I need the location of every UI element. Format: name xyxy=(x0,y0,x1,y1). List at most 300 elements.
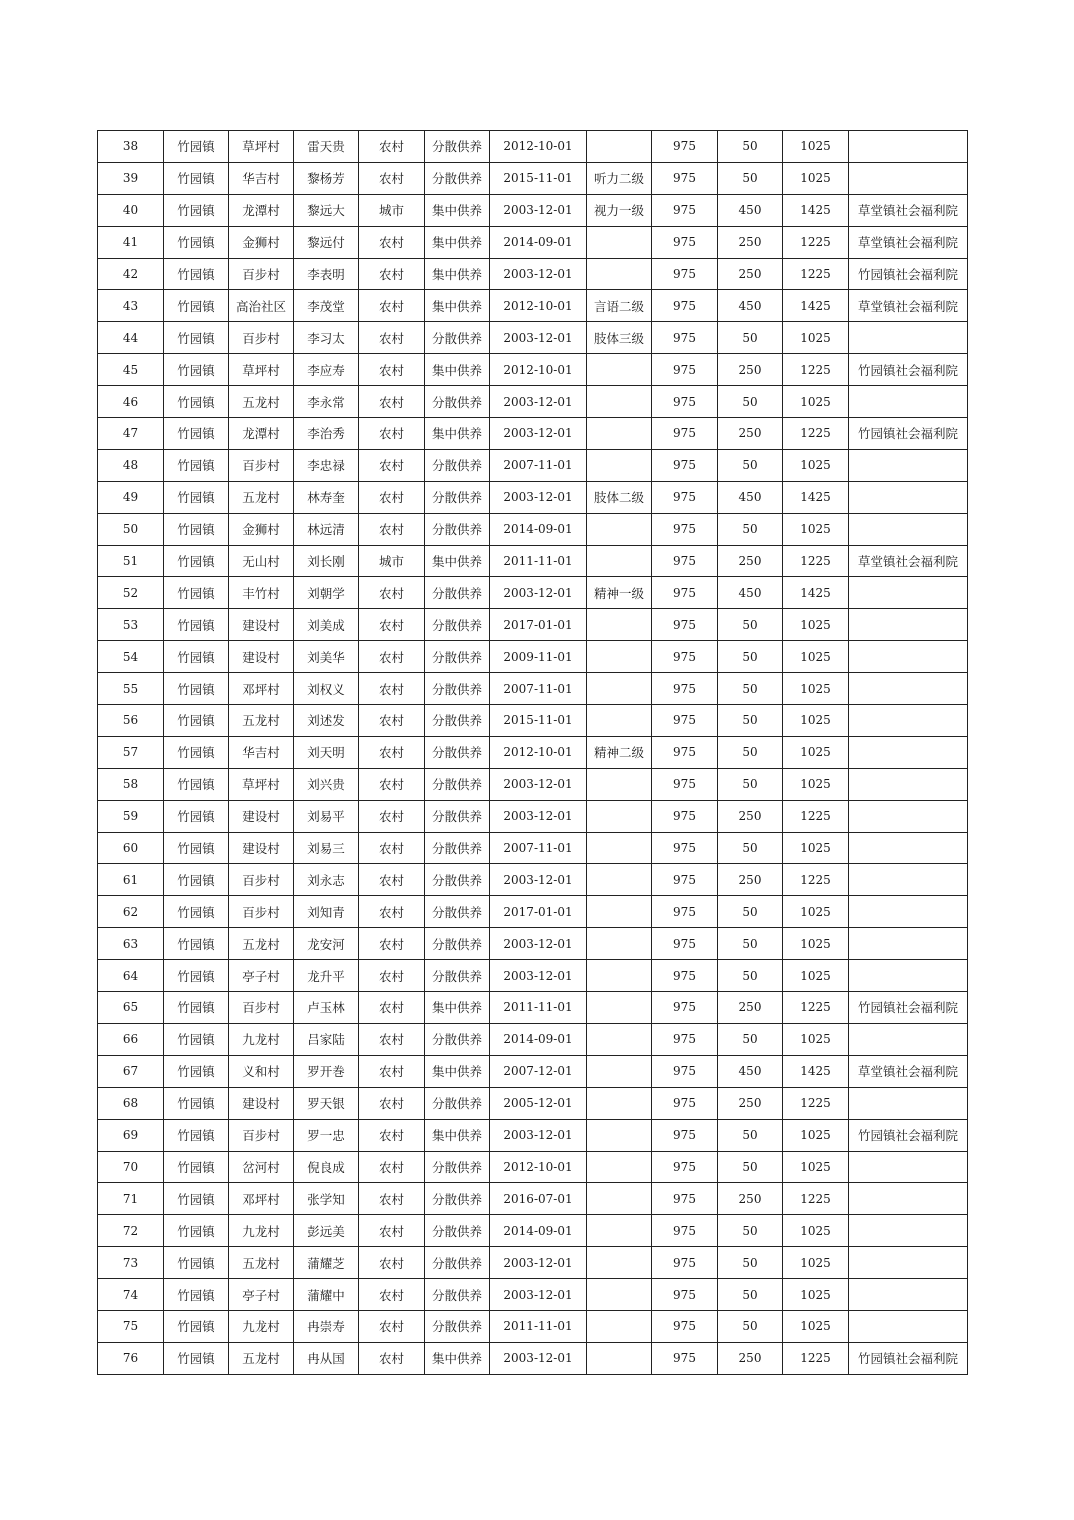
institution-cell xyxy=(849,1215,968,1247)
name-cell: 刘权义 xyxy=(294,673,359,705)
support-type-cell: 集中供养 xyxy=(425,1055,490,1087)
table-row xyxy=(98,1151,968,1183)
institution-cell xyxy=(849,1247,968,1279)
support-type-cell: 分散供养 xyxy=(425,1151,490,1183)
serial-number-cell: 71 xyxy=(98,1183,164,1215)
town-cell: 竹园镇 xyxy=(164,481,229,513)
total-amount-cell: 1425 xyxy=(783,481,849,513)
support-type-cell: 分散供养 xyxy=(425,832,490,864)
village-cell: 百步村 xyxy=(229,258,294,290)
support-type-cell: 分散供养 xyxy=(425,577,490,609)
support-type-cell: 分散供养 xyxy=(425,449,490,481)
household-type-cell: 农村 xyxy=(359,1023,425,1055)
start-date-cell: 2007-11-01 xyxy=(490,832,587,864)
household-type-cell: 农村 xyxy=(359,513,425,545)
town-cell: 竹园镇 xyxy=(164,800,229,832)
institution-cell xyxy=(849,481,968,513)
total-amount-cell: 1425 xyxy=(783,194,849,226)
town-cell: 竹园镇 xyxy=(164,386,229,418)
name-cell: 蒲耀中 xyxy=(294,1279,359,1311)
support-type-cell: 分散供养 xyxy=(425,768,490,800)
table-row xyxy=(98,641,968,673)
serial-number-cell: 42 xyxy=(98,258,164,290)
household-type-cell: 农村 xyxy=(359,290,425,322)
basic-amount-cell: 975 xyxy=(652,768,718,800)
total-amount-cell: 1025 xyxy=(783,960,849,992)
household-type-cell: 农村 xyxy=(359,481,425,513)
name-cell: 刘长刚 xyxy=(294,545,359,577)
relief-recipients-table xyxy=(97,130,968,1375)
name-cell: 黎杨芳 xyxy=(294,162,359,194)
disability-level-cell xyxy=(587,1151,652,1183)
basic-amount-cell: 975 xyxy=(652,832,718,864)
support-type-cell: 分散供养 xyxy=(425,705,490,737)
disability-level-cell xyxy=(587,641,652,673)
basic-amount-cell: 975 xyxy=(652,162,718,194)
disability-level-cell: 精神二级 xyxy=(587,736,652,768)
subsidy-amount-cell: 250 xyxy=(718,226,783,258)
basic-amount-cell: 975 xyxy=(652,1183,718,1215)
name-cell: 黎远大 xyxy=(294,194,359,226)
total-amount-cell: 1225 xyxy=(783,354,849,386)
town-cell: 竹园镇 xyxy=(164,1087,229,1119)
village-cell: 建设村 xyxy=(229,609,294,641)
institution-cell xyxy=(849,736,968,768)
table-row xyxy=(98,290,968,322)
village-cell: 五龙村 xyxy=(229,928,294,960)
village-cell: 无山村 xyxy=(229,545,294,577)
support-type-cell: 分散供养 xyxy=(425,162,490,194)
name-cell: 李永常 xyxy=(294,386,359,418)
household-type-cell: 农村 xyxy=(359,386,425,418)
support-type-cell: 集中供养 xyxy=(425,545,490,577)
support-type-cell: 分散供养 xyxy=(425,800,490,832)
institution-cell xyxy=(849,162,968,194)
start-date-cell: 2003-12-01 xyxy=(490,928,587,960)
total-amount-cell: 1225 xyxy=(783,864,849,896)
start-date-cell: 2017-01-01 xyxy=(490,609,587,641)
household-type-cell: 农村 xyxy=(359,673,425,705)
total-amount-cell: 1025 xyxy=(783,131,849,163)
institution-cell: 竹园镇社会福利院 xyxy=(849,258,968,290)
total-amount-cell: 1425 xyxy=(783,577,849,609)
basic-amount-cell: 975 xyxy=(652,992,718,1024)
serial-number-cell: 53 xyxy=(98,609,164,641)
total-amount-cell: 1225 xyxy=(783,418,849,450)
household-type-cell: 农村 xyxy=(359,992,425,1024)
institution-cell: 草堂镇社会福利院 xyxy=(849,545,968,577)
subsidy-amount-cell: 250 xyxy=(718,545,783,577)
subsidy-amount-cell: 50 xyxy=(718,641,783,673)
subsidy-amount-cell: 250 xyxy=(718,1087,783,1119)
start-date-cell: 2003-12-01 xyxy=(490,322,587,354)
town-cell: 竹园镇 xyxy=(164,768,229,800)
town-cell: 竹园镇 xyxy=(164,577,229,609)
total-amount-cell: 1025 xyxy=(783,1247,849,1279)
village-cell: 草坪村 xyxy=(229,354,294,386)
town-cell: 竹园镇 xyxy=(164,992,229,1024)
village-cell: 华吉村 xyxy=(229,162,294,194)
total-amount-cell: 1025 xyxy=(783,449,849,481)
table-row xyxy=(98,896,968,928)
serial-number-cell: 60 xyxy=(98,832,164,864)
disability-level-cell xyxy=(587,418,652,450)
table-row xyxy=(98,258,968,290)
village-cell: 建设村 xyxy=(229,800,294,832)
table-row xyxy=(98,481,968,513)
basic-amount-cell: 975 xyxy=(652,1023,718,1055)
name-cell: 李治秀 xyxy=(294,418,359,450)
institution-cell: 草堂镇社会福利院 xyxy=(849,290,968,322)
name-cell: 李表明 xyxy=(294,258,359,290)
start-date-cell: 2016-07-01 xyxy=(490,1183,587,1215)
serial-number-cell: 57 xyxy=(98,736,164,768)
serial-number-cell: 66 xyxy=(98,1023,164,1055)
start-date-cell: 2017-01-01 xyxy=(490,896,587,928)
town-cell: 竹园镇 xyxy=(164,673,229,705)
total-amount-cell: 1025 xyxy=(783,1151,849,1183)
household-type-cell: 农村 xyxy=(359,928,425,960)
basic-amount-cell: 975 xyxy=(652,386,718,418)
village-cell: 邓坪村 xyxy=(229,1183,294,1215)
total-amount-cell: 1025 xyxy=(783,1119,849,1151)
subsidy-amount-cell: 250 xyxy=(718,258,783,290)
disability-level-cell xyxy=(587,768,652,800)
disability-level-cell xyxy=(587,609,652,641)
town-cell: 竹园镇 xyxy=(164,545,229,577)
village-cell: 亭子村 xyxy=(229,960,294,992)
village-cell: 亭子村 xyxy=(229,1279,294,1311)
serial-number-cell: 38 xyxy=(98,131,164,163)
institution-cell: 竹园镇社会福利院 xyxy=(849,1119,968,1151)
table-row xyxy=(98,226,968,258)
institution-cell xyxy=(849,513,968,545)
start-date-cell: 2012-10-01 xyxy=(490,736,587,768)
institution-cell xyxy=(849,577,968,609)
village-cell: 建设村 xyxy=(229,1087,294,1119)
institution-cell xyxy=(849,960,968,992)
household-type-cell: 农村 xyxy=(359,449,425,481)
basic-amount-cell: 975 xyxy=(652,577,718,609)
subsidy-amount-cell: 450 xyxy=(718,1055,783,1087)
town-cell: 竹园镇 xyxy=(164,1151,229,1183)
institution-cell xyxy=(849,896,968,928)
serial-number-cell: 52 xyxy=(98,577,164,609)
institution-cell xyxy=(849,1087,968,1119)
name-cell: 罗一忠 xyxy=(294,1119,359,1151)
total-amount-cell: 1025 xyxy=(783,896,849,928)
village-cell: 五龙村 xyxy=(229,481,294,513)
table-row xyxy=(98,832,968,864)
basic-amount-cell: 975 xyxy=(652,1279,718,1311)
household-type-cell: 农村 xyxy=(359,832,425,864)
start-date-cell: 2014-09-01 xyxy=(490,513,587,545)
table-row xyxy=(98,1247,968,1279)
institution-cell xyxy=(849,1310,968,1342)
subsidy-amount-cell: 50 xyxy=(718,736,783,768)
town-cell: 竹园镇 xyxy=(164,131,229,163)
support-type-cell: 分散供养 xyxy=(425,641,490,673)
institution-cell xyxy=(849,609,968,641)
institution-cell xyxy=(849,131,968,163)
subsidy-amount-cell: 450 xyxy=(718,577,783,609)
basic-amount-cell: 975 xyxy=(652,641,718,673)
serial-number-cell: 47 xyxy=(98,418,164,450)
support-type-cell: 集中供养 xyxy=(425,418,490,450)
serial-number-cell: 65 xyxy=(98,992,164,1024)
basic-amount-cell: 975 xyxy=(652,258,718,290)
town-cell: 竹园镇 xyxy=(164,290,229,322)
institution-cell: 草堂镇社会福利院 xyxy=(849,226,968,258)
name-cell: 李茂堂 xyxy=(294,290,359,322)
disability-level-cell xyxy=(587,545,652,577)
town-cell: 竹园镇 xyxy=(164,896,229,928)
institution-cell xyxy=(849,1183,968,1215)
table-row xyxy=(98,386,968,418)
disability-level-cell xyxy=(587,131,652,163)
basic-amount-cell: 975 xyxy=(652,449,718,481)
household-type-cell: 农村 xyxy=(359,1215,425,1247)
village-cell: 百步村 xyxy=(229,896,294,928)
village-cell: 五龙村 xyxy=(229,386,294,418)
village-cell: 建设村 xyxy=(229,832,294,864)
subsidy-amount-cell: 50 xyxy=(718,513,783,545)
basic-amount-cell: 975 xyxy=(652,1055,718,1087)
support-type-cell: 分散供养 xyxy=(425,928,490,960)
household-type-cell: 农村 xyxy=(359,258,425,290)
basic-amount-cell: 975 xyxy=(652,736,718,768)
basic-amount-cell: 975 xyxy=(652,1342,718,1374)
disability-level-cell xyxy=(587,928,652,960)
town-cell: 竹园镇 xyxy=(164,1119,229,1151)
support-type-cell: 集中供养 xyxy=(425,258,490,290)
town-cell: 竹园镇 xyxy=(164,1247,229,1279)
support-type-cell: 分散供养 xyxy=(425,736,490,768)
serial-number-cell: 64 xyxy=(98,960,164,992)
disability-level-cell: 肢体三级 xyxy=(587,322,652,354)
disability-level-cell xyxy=(587,449,652,481)
start-date-cell: 2003-12-01 xyxy=(490,864,587,896)
total-amount-cell: 1225 xyxy=(783,258,849,290)
town-cell: 竹园镇 xyxy=(164,864,229,896)
total-amount-cell: 1025 xyxy=(783,928,849,960)
start-date-cell: 2014-09-01 xyxy=(490,1215,587,1247)
serial-number-cell: 56 xyxy=(98,705,164,737)
disability-level-cell xyxy=(587,673,652,705)
name-cell: 罗开巻 xyxy=(294,1055,359,1087)
subsidy-amount-cell: 50 xyxy=(718,928,783,960)
village-cell: 草坪村 xyxy=(229,768,294,800)
support-type-cell: 分散供养 xyxy=(425,673,490,705)
table-row xyxy=(98,1310,968,1342)
disability-level-cell xyxy=(587,1247,652,1279)
subsidy-amount-cell: 450 xyxy=(718,290,783,322)
disability-level-cell xyxy=(587,1310,652,1342)
table-row xyxy=(98,609,968,641)
table-row xyxy=(98,992,968,1024)
disability-level-cell: 言语二级 xyxy=(587,290,652,322)
name-cell: 吕家陆 xyxy=(294,1023,359,1055)
town-cell: 竹园镇 xyxy=(164,1342,229,1374)
name-cell: 林远清 xyxy=(294,513,359,545)
table-row xyxy=(98,1023,968,1055)
town-cell: 竹园镇 xyxy=(164,1215,229,1247)
basic-amount-cell: 975 xyxy=(652,545,718,577)
name-cell: 刘美华 xyxy=(294,641,359,673)
subsidy-amount-cell: 250 xyxy=(718,992,783,1024)
subsidy-amount-cell: 50 xyxy=(718,673,783,705)
town-cell: 竹园镇 xyxy=(164,354,229,386)
disability-level-cell xyxy=(587,386,652,418)
table-row xyxy=(98,768,968,800)
subsidy-amount-cell: 450 xyxy=(718,481,783,513)
start-date-cell: 2012-10-01 xyxy=(490,1151,587,1183)
serial-number-cell: 73 xyxy=(98,1247,164,1279)
start-date-cell: 2007-11-01 xyxy=(490,673,587,705)
basic-amount-cell: 975 xyxy=(652,609,718,641)
table-row xyxy=(98,354,968,386)
disability-level-cell xyxy=(587,832,652,864)
household-type-cell: 农村 xyxy=(359,705,425,737)
subsidy-amount-cell: 250 xyxy=(718,1342,783,1374)
serial-number-cell: 72 xyxy=(98,1215,164,1247)
start-date-cell: 2014-09-01 xyxy=(490,226,587,258)
serial-number-cell: 59 xyxy=(98,800,164,832)
support-type-cell: 集中供养 xyxy=(425,992,490,1024)
household-type-cell: 农村 xyxy=(359,1342,425,1374)
table-body xyxy=(98,131,968,1375)
basic-amount-cell: 975 xyxy=(652,1310,718,1342)
disability-level-cell xyxy=(587,1023,652,1055)
basic-amount-cell: 975 xyxy=(652,705,718,737)
disability-level-cell xyxy=(587,354,652,386)
subsidy-amount-cell: 50 xyxy=(718,1023,783,1055)
village-cell: 建设村 xyxy=(229,641,294,673)
disability-level-cell: 肢体二级 xyxy=(587,481,652,513)
institution-cell xyxy=(849,1023,968,1055)
support-type-cell: 分散供养 xyxy=(425,513,490,545)
table-row xyxy=(98,1183,968,1215)
village-cell: 五龙村 xyxy=(229,1247,294,1279)
basic-amount-cell: 975 xyxy=(652,673,718,705)
table-row xyxy=(98,545,968,577)
household-type-cell: 农村 xyxy=(359,1183,425,1215)
support-type-cell: 分散供养 xyxy=(425,1247,490,1279)
total-amount-cell: 1025 xyxy=(783,641,849,673)
name-cell: 刘天明 xyxy=(294,736,359,768)
town-cell: 竹园镇 xyxy=(164,258,229,290)
town-cell: 竹园镇 xyxy=(164,832,229,864)
name-cell: 张学知 xyxy=(294,1183,359,1215)
subsidy-amount-cell: 50 xyxy=(718,1279,783,1311)
town-cell: 竹园镇 xyxy=(164,736,229,768)
household-type-cell: 农村 xyxy=(359,1151,425,1183)
subsidy-amount-cell: 250 xyxy=(718,418,783,450)
town-cell: 竹园镇 xyxy=(164,960,229,992)
name-cell: 龙升平 xyxy=(294,960,359,992)
subsidy-amount-cell: 50 xyxy=(718,1215,783,1247)
start-date-cell: 2003-12-01 xyxy=(490,418,587,450)
start-date-cell: 2014-09-01 xyxy=(490,1023,587,1055)
name-cell: 刘永志 xyxy=(294,864,359,896)
total-amount-cell: 1425 xyxy=(783,290,849,322)
basic-amount-cell: 975 xyxy=(652,1087,718,1119)
start-date-cell: 2005-12-01 xyxy=(490,1087,587,1119)
total-amount-cell: 1225 xyxy=(783,545,849,577)
subsidy-amount-cell: 250 xyxy=(718,864,783,896)
support-type-cell: 分散供养 xyxy=(425,1023,490,1055)
basic-amount-cell: 975 xyxy=(652,322,718,354)
disability-level-cell: 精神一级 xyxy=(587,577,652,609)
disability-level-cell xyxy=(587,1087,652,1119)
table-row xyxy=(98,194,968,226)
subsidy-amount-cell: 50 xyxy=(718,609,783,641)
serial-number-cell: 39 xyxy=(98,162,164,194)
household-type-cell: 农村 xyxy=(359,609,425,641)
household-type-cell: 农村 xyxy=(359,418,425,450)
disability-level-cell: 听力二级 xyxy=(587,162,652,194)
start-date-cell: 2003-12-01 xyxy=(490,768,587,800)
support-type-cell: 分散供养 xyxy=(425,386,490,418)
name-cell: 冉崇寿 xyxy=(294,1310,359,1342)
basic-amount-cell: 975 xyxy=(652,864,718,896)
household-type-cell: 农村 xyxy=(359,864,425,896)
support-type-cell: 分散供养 xyxy=(425,960,490,992)
village-cell: 百步村 xyxy=(229,864,294,896)
table-row xyxy=(98,131,968,163)
basic-amount-cell: 975 xyxy=(652,481,718,513)
institution-cell: 草堂镇社会福利院 xyxy=(849,1055,968,1087)
disability-level-cell xyxy=(587,1055,652,1087)
subsidy-amount-cell: 50 xyxy=(718,449,783,481)
institution-cell xyxy=(849,1279,968,1311)
village-cell: 百步村 xyxy=(229,322,294,354)
institution-cell xyxy=(849,768,968,800)
name-cell: 彭远美 xyxy=(294,1215,359,1247)
disability-level-cell xyxy=(587,513,652,545)
basic-amount-cell: 975 xyxy=(652,131,718,163)
institution-cell: 竹园镇社会福利院 xyxy=(849,1342,968,1374)
support-type-cell: 集中供养 xyxy=(425,1119,490,1151)
basic-amount-cell: 975 xyxy=(652,1119,718,1151)
household-type-cell: 农村 xyxy=(359,960,425,992)
serial-number-cell: 54 xyxy=(98,641,164,673)
table-row xyxy=(98,928,968,960)
basic-amount-cell: 975 xyxy=(652,896,718,928)
village-cell: 百步村 xyxy=(229,992,294,1024)
serial-number-cell: 41 xyxy=(98,226,164,258)
disability-level-cell: 视力一级 xyxy=(587,194,652,226)
name-cell: 李应寿 xyxy=(294,354,359,386)
town-cell: 竹园镇 xyxy=(164,1183,229,1215)
disability-level-cell xyxy=(587,1215,652,1247)
institution-cell xyxy=(849,449,968,481)
start-date-cell: 2011-11-01 xyxy=(490,992,587,1024)
town-cell: 竹园镇 xyxy=(164,449,229,481)
town-cell: 竹园镇 xyxy=(164,1023,229,1055)
village-cell: 岔河村 xyxy=(229,1151,294,1183)
start-date-cell: 2007-11-01 xyxy=(490,449,587,481)
serial-number-cell: 40 xyxy=(98,194,164,226)
subsidy-amount-cell: 50 xyxy=(718,896,783,928)
start-date-cell: 2015-11-01 xyxy=(490,162,587,194)
total-amount-cell: 1025 xyxy=(783,705,849,737)
table-row xyxy=(98,673,968,705)
name-cell: 倪良成 xyxy=(294,1151,359,1183)
table-row xyxy=(98,1087,968,1119)
basic-amount-cell: 975 xyxy=(652,354,718,386)
town-cell: 竹园镇 xyxy=(164,928,229,960)
